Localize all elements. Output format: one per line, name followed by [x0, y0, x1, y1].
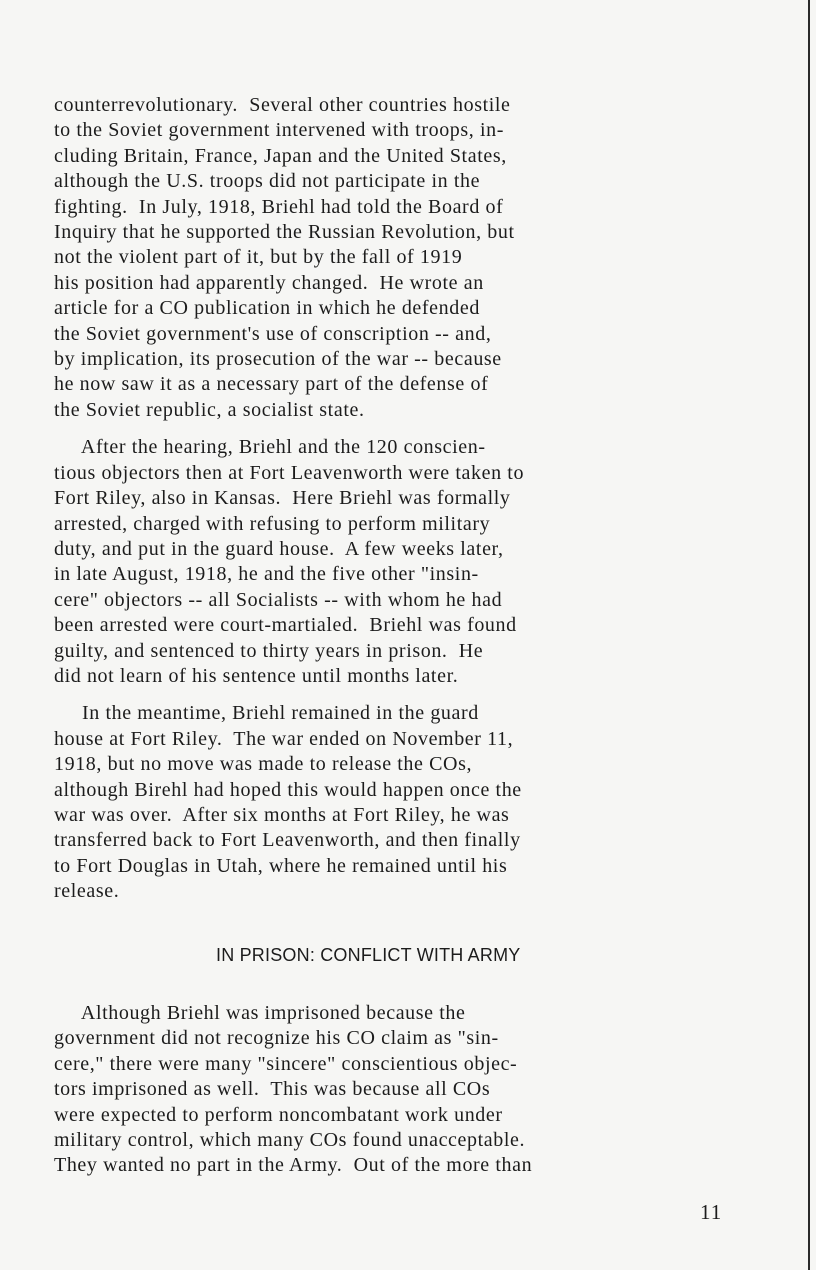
text-line: transferred back to Fort Leavenworth, and then finally	[54, 829, 521, 852]
text-line: counterrevolutionary. Several other countries hostile	[54, 94, 511, 116]
text-line: article for a CO publication in which he defended	[54, 297, 480, 320]
text-line: arrested, charged with refusing to perform military	[54, 512, 491, 535]
text-line: government did not recognize his CO claim as "sin-	[54, 1027, 499, 1050]
text-line: by implication, its prosecution of the war -- because	[54, 348, 502, 371]
body-text	[54, 93, 744, 1179]
text-line: although the U.S. troops did not participate in the	[54, 170, 481, 193]
page-number: 11	[700, 1200, 723, 1224]
text-line: tors imprisoned as well. This was because all COs	[54, 1078, 491, 1101]
text-line: to Fort Douglas in Utah, where he remained until his	[54, 854, 508, 877]
text-line: been arrested were court-martialed. Briehl was found	[54, 614, 517, 637]
text-line: They wanted no part in the Army. Out of the more than	[54, 1154, 533, 1177]
text-line: war was over. After six months at Fort Riley, he was	[54, 803, 510, 826]
text-line: cere" objectors -- all Socialists -- with whom he had	[54, 588, 503, 611]
text-line: After the hearing, Briehl and the 120 conscien-	[54, 436, 486, 459]
paragraph-3	[54, 701, 744, 904]
text-line: not the violent part of it, but by the fall of 1919	[54, 246, 463, 269]
text-line: the Soviet government's use of conscription -- and,	[54, 322, 492, 345]
paragraph-2	[54, 435, 744, 689]
text-line: tious objectors then at Fort Leavenworth were taken to	[54, 461, 525, 484]
text-line: In the meantime, Briehl remained in the guard	[54, 702, 479, 725]
page-edge-shadow	[808, 0, 810, 1270]
text-line: Inquiry that he supported the Russian Revolution, but	[54, 221, 515, 244]
section-heading: IN PRISON: CONFLICT WITH ARMY	[216, 944, 521, 965]
text-line: the Soviet republic, a socialist state.	[54, 398, 365, 421]
text-line: although Birehl had hoped this would happen once the	[54, 778, 522, 801]
text-line: Fort Riley, also in Kansas. Here Briehl was formally	[54, 487, 511, 510]
text-line: house at Fort Riley. The war ended on November 11,	[54, 727, 514, 750]
text-line: guilty, and sentenced to thirty years in prison. He	[54, 639, 484, 662]
text-line: 1918, but no move was made to release the COs,	[54, 753, 473, 776]
text-line: duty, and put in the guard house. A few weeks later,	[54, 537, 504, 560]
text-line: to the Soviet government intervened with troops, in-	[54, 119, 505, 142]
text-line: in late August, 1918, he and the five other "insin-	[54, 563, 479, 586]
text-line: military control, which many COs found unacceptable.	[54, 1129, 526, 1152]
text-line: Although Briehl was imprisoned because the	[54, 1002, 466, 1024]
text-line: cere," there were many "sincere" conscientious objec-	[54, 1052, 518, 1075]
text-line: cluding Britain, France, Japan and the United States,	[54, 144, 507, 167]
text-line: were expected to perform noncombatant work under	[54, 1103, 503, 1126]
text-line: his position had apparently changed. He wrote an	[54, 271, 484, 294]
text-line: release.	[54, 880, 120, 903]
text-line: did not learn of his sentence until months later.	[54, 664, 459, 687]
text-line: he now saw it as a necessary part of the defense of	[54, 373, 489, 396]
paragraph-1	[54, 93, 744, 423]
text-line: fighting. In July, 1918, Briehl had told the Board of	[54, 195, 504, 218]
paragraph-4	[54, 1001, 744, 1179]
